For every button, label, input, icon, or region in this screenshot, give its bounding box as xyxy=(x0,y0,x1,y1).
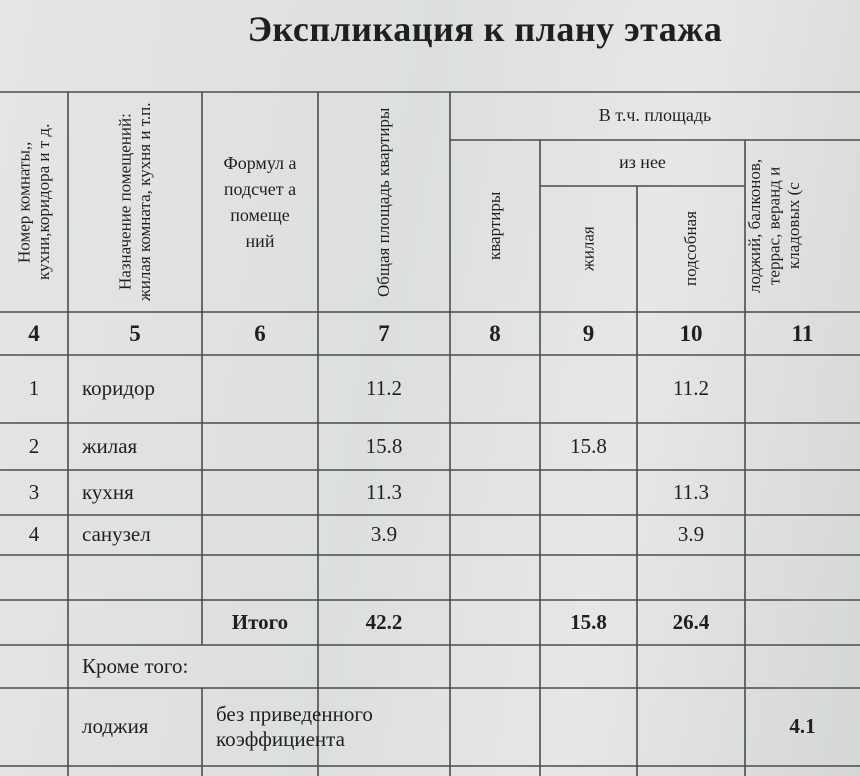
col-number: 6 xyxy=(254,320,266,346)
totals-total-area: 42.2 xyxy=(365,609,403,634)
header-auxiliary: подсобная xyxy=(681,211,701,287)
room-living-area: 15.8 xyxy=(570,433,607,458)
loggia-formula: без приведенного коэффициента xyxy=(216,701,373,751)
col-number: 8 xyxy=(489,320,501,346)
totals-living-area: 15.8 xyxy=(570,609,607,634)
room-aux-area: 3.9 xyxy=(677,522,705,547)
room-number: 3 xyxy=(28,479,40,504)
room-living-area xyxy=(540,470,637,515)
header-total-area: Общая площадь квартиры xyxy=(374,107,394,297)
room-living-area xyxy=(540,515,637,555)
header-apartment: квартиры xyxy=(485,191,505,261)
page-title: Экспликация к плану этажа xyxy=(247,9,723,49)
col-number: 11 xyxy=(791,320,814,346)
room-aux-area xyxy=(637,423,745,470)
loggia-area: 4.1 xyxy=(789,714,816,739)
header-room-purpose: Назначение помещений: жилая комната, кухня и т.п. xyxy=(115,102,154,302)
loggia-name: лоджия xyxy=(82,714,149,739)
besides-label: Кроме того: xyxy=(82,653,189,678)
room-total-area: 3.9 xyxy=(370,522,398,547)
room-name: жилая xyxy=(82,433,138,458)
col-number: 5 xyxy=(129,320,141,346)
col-number: 7 xyxy=(378,320,390,346)
room-number: 1 xyxy=(28,376,40,401)
room-aux-area: 11.3 xyxy=(673,479,709,504)
room-name: кухня xyxy=(82,479,134,504)
header-including-area: В т.ч. площадь xyxy=(598,105,712,126)
room-total-area: 15.8 xyxy=(365,433,403,458)
header-living: жилая xyxy=(578,226,598,272)
col-number: 4 xyxy=(28,320,40,346)
room-living-area xyxy=(540,355,637,423)
totals-aux-area: 26.4 xyxy=(672,609,710,634)
room-total-area: 11.3 xyxy=(366,479,402,504)
totals-label: Итого xyxy=(231,609,289,634)
header-of-which: из нее xyxy=(619,152,666,173)
room-number: 4 xyxy=(28,522,40,547)
room-name: санузел xyxy=(82,522,151,547)
room-name: коридор xyxy=(82,376,156,401)
col-number: 9 xyxy=(582,320,595,346)
header-room-number: Номер комнаты,, кухни,коридора и т д. xyxy=(14,123,53,281)
header-formula: Формул а подсчет а помеще ний xyxy=(223,152,297,252)
room-number: 2 xyxy=(28,433,40,458)
col-number: 10 xyxy=(679,320,703,346)
header-loggias: лоджий, балконов, террас, веранд и кладовых (с xyxy=(745,158,804,294)
room-aux-area: 11.2 xyxy=(673,376,709,401)
room-total-area: 11.2 xyxy=(366,376,402,401)
